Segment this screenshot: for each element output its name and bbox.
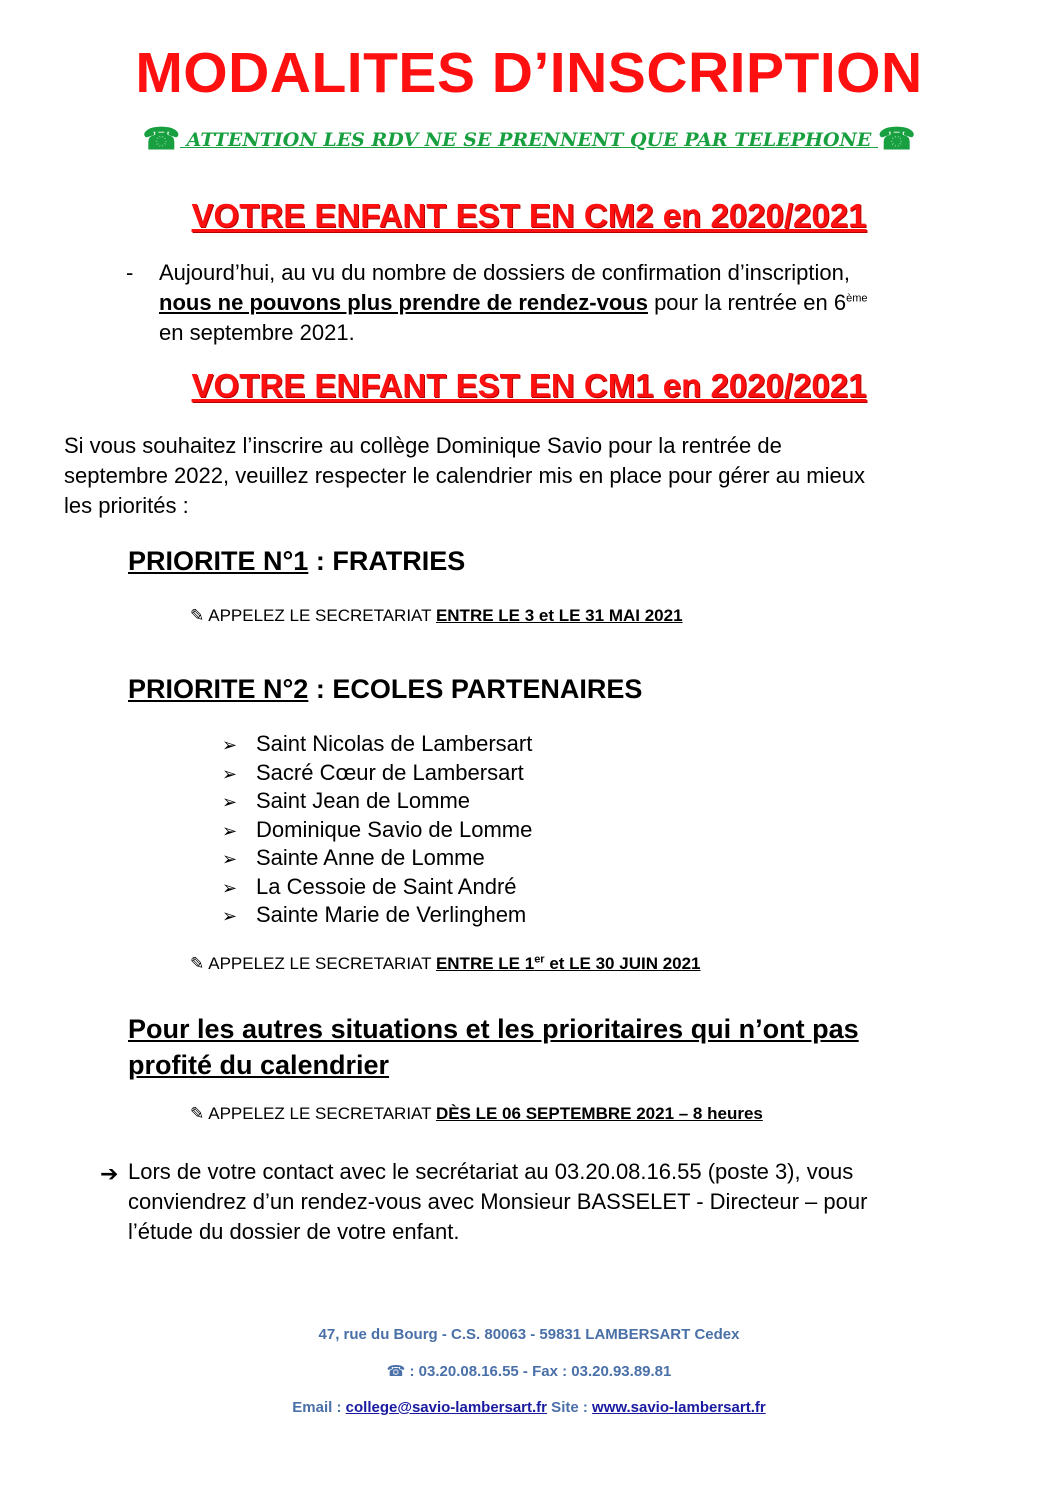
cm2-bold-notice: nous ne pouvons plus prendre de rendez-vous: [159, 290, 648, 315]
others-call: [190, 1104, 763, 1124]
cm2-bullet: -: [126, 260, 134, 285]
priority1-label: PRIORITE N°1: [128, 546, 309, 576]
list-item: ➢ Dominique Savio de Lomme: [222, 816, 532, 845]
cm2-sup: ème: [846, 292, 868, 305]
list-item: ➢ Saint Nicolas de Lambersart: [222, 730, 532, 759]
cm2-paragraph: [159, 258, 999, 348]
list-item: ➢ Saint Jean de Lomme: [222, 787, 532, 816]
arrowhead-icon: ➢: [222, 735, 238, 755]
priority1-call-date: ENTRE LE 3 et LE 31 MAI 2021: [435, 606, 683, 625]
pencil-icon: ✎: [190, 954, 205, 973]
priority1-call: [190, 606, 683, 626]
email-link[interactable]: college@savio-lambersart.fr: [345, 1399, 548, 1416]
page-title: MODALITES D’INSCRIPTION: [135, 41, 923, 105]
priority2-heading: [128, 674, 642, 705]
arrowhead-icon: ➢: [222, 820, 238, 841]
cm1-intro: [64, 431, 1024, 521]
email-label: Email :: [292, 1399, 346, 1416]
partner-schools-list: [222, 730, 532, 930]
telephone-icon: ☎: [386, 1363, 406, 1380]
others-call-text: APPELEZ LE SECRETARIAT: [208, 1104, 436, 1123]
others-heading-line1: Pour les autres situations et les prioritaires qui n’ont pas: [128, 1014, 859, 1044]
priority2-call: [190, 954, 701, 974]
right-arrow-icon: ➔: [100, 1161, 119, 1186]
list-item: ➢ Sainte Anne de Lomme: [222, 844, 532, 873]
others-call-date: DÈS LE 06 SEPTEMBRE 2021 – 8 heures: [435, 1104, 763, 1123]
footer-phone-text: : 03.20.08.16.55 - Fax : 03.20.93.89.81: [405, 1363, 672, 1380]
contact-paragraph: [128, 1157, 1028, 1247]
cm2-line2: [159, 288, 999, 318]
contact-line1: Lors de votre contact avec le secrétariat au 03.20.08.16.55 (poste 3), vous: [128, 1159, 854, 1184]
attention-text: ATTENTION LES RDV NE SE PRENNENT QUE PAR TELEPHONE: [186, 129, 872, 151]
arrowhead-icon: ➢: [222, 763, 238, 784]
contact-line3: l’étude du dossier de votre enfant.: [128, 1219, 460, 1244]
site-label: Site :: [547, 1399, 593, 1416]
pencil-icon: ✎: [190, 606, 205, 625]
priority1-heading: [128, 546, 465, 577]
priority1-rest: : FRATRIES: [308, 546, 466, 576]
footer-contact-links: [0, 1399, 1058, 1416]
attention-banner: [0, 122, 1058, 157]
list-item: ➢ Sainte Marie de Verlinghem: [222, 901, 532, 930]
telephone-icon: ☎: [877, 122, 916, 157]
cm2-line3: en septembre 2021.: [159, 320, 355, 345]
list-item: ➢ La Cessoie de Saint André: [222, 873, 532, 902]
cm1-intro-line3: les priorités :: [64, 493, 189, 518]
cm2-heading: VOTRE ENFANT EST EN CM2 en 2020/2021: [191, 197, 867, 234]
arrowhead-icon: ➢: [222, 906, 238, 926]
arrowhead-icon: ➢: [222, 877, 238, 898]
footer-phone: [0, 1362, 1058, 1380]
priority2-label: PRIORITE N°2: [128, 674, 309, 704]
priority2-call-text: APPELEZ LE SECRETARIAT: [208, 954, 436, 973]
telephone-icon: ☎: [142, 122, 180, 157]
priority2-rest: : ECOLES PARTENAIRES: [308, 674, 643, 704]
contact-line2: conviendrez d’un rendez-vous avec Monsieur BASSELET - Directeur – pour: [128, 1189, 868, 1214]
cm2-line1: Aujourd’hui, au vu du nombre de dossiers de confirmation d’inscription,: [159, 260, 850, 285]
cm2-line2-rest: pour la rentrée en 6: [647, 290, 847, 315]
footer-address: 47, rue du Bourg - C.S. 80063 - 59831 LAMBERSART Cedex: [318, 1326, 740, 1343]
website-link[interactable]: www.savio-lambersart.fr: [592, 1399, 766, 1416]
others-heading-line2: profité du calendrier: [128, 1050, 390, 1080]
others-heading: [128, 1011, 859, 1083]
priority1-call-text: APPELEZ LE SECRETARIAT: [208, 606, 436, 625]
arrowhead-icon: ➢: [222, 792, 238, 812]
priority2-call-date: ENTRE LE 1er et LE 30 JUIN 2021: [435, 953, 701, 973]
pencil-icon: ✎: [190, 1104, 205, 1123]
arrowhead-icon: ➢: [222, 849, 238, 869]
cm1-intro-line1: Si vous souhaitez l’inscrire au collège Dominique Savio pour la rentrée de: [64, 433, 782, 458]
list-item: ➢ Sacré Cœur de Lambersart: [222, 759, 532, 788]
cm1-intro-line2: septembre 2022, veuillez respecter le calendrier mis en place pour gérer au mieux: [64, 463, 865, 488]
cm1-heading: VOTRE ENFANT EST EN CM1 en 2020/2021: [191, 367, 867, 404]
